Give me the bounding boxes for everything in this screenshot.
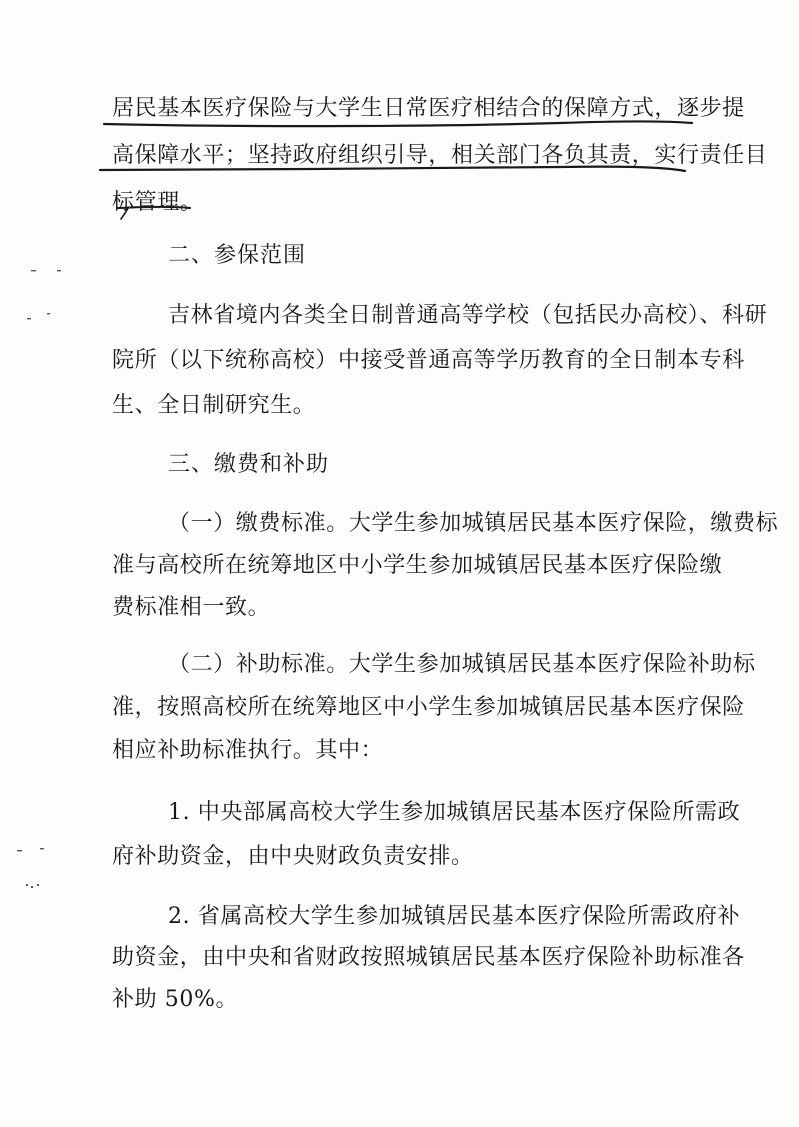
scan-specks [17,270,61,888]
subsection-1-line-3: 费标准相一致。 [112,595,271,620]
section-2-heading: 二、参保范围 [168,243,307,268]
subsection-2-line-2: 准，按照高校所在统筹地区中小学生参加城镇居民基本医疗保险 [112,695,745,720]
subsection-2-line-1: （二）补助标准。大学生参加城镇居民基本医疗保险补助标 [168,652,756,677]
intro-line-3: 标管理。 [112,190,203,215]
section-2-line-3: 生、全日制研究生。 [112,393,316,418]
item-1-line-1: 1. 中央部属高校大学生参加城镇居民基本医疗保险所需政 [168,800,741,825]
item-2-line-1: 2. 省属高校大学生参加城镇居民基本医疗保险所需政府补 [168,904,741,929]
section-2-line-2: 院所（以下统称高校）中接受普通高等学历教育的全日制本专科 [112,348,745,373]
item-1-line-2: 府补助资金，由中央财政负责安排。 [112,844,474,869]
subsection-2-line-3: 相应补助标准执行。其中： [112,738,384,763]
section-3-heading: 三、缴费和补助 [168,452,330,477]
subsection-1-line-2: 准与高校所在统筹地区中小学生参加城镇居民基本医疗保险缴 [112,553,723,578]
subsection-1-line-1: （一）缴费标准。大学生参加城镇居民基本医疗保险，缴费标 [168,511,779,536]
item-2-line-3: 补助 50%。 [112,987,239,1012]
item-2-line-2: 助资金，由中央和省财政按照城镇居民基本医疗保险补助标准各 [112,945,745,970]
intro-line-1: 居民基本医疗保险与大学生日常医疗相结合的保障方式，逐步提 [112,96,745,121]
intro-line-2: 高保障水平；坚持政府组织引导，相关部门各负其责，实行责任目 [112,143,768,168]
section-2-line-1: 吉林省境内各类全日制普通高等学校（包括民办高校）、科研 [168,303,768,328]
